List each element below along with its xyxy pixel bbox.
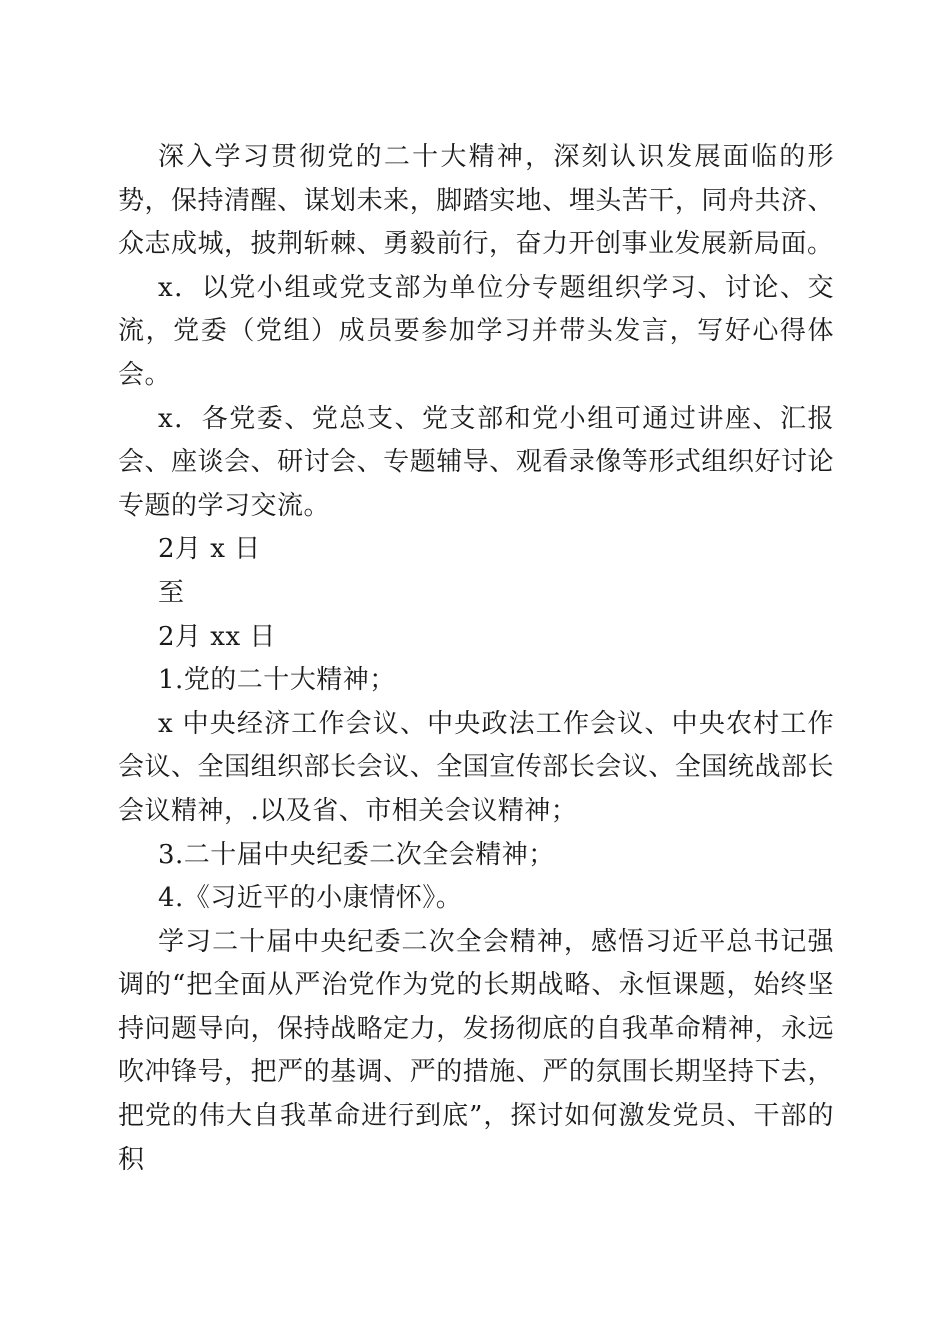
date-start: 2月 x 日 <box>158 534 261 565</box>
study-item-1: 1.党的二十大精神； <box>158 665 396 696</box>
study-item-3: 3.二十届中央纪委二次全会精神； <box>158 839 555 870</box>
date-end: 2月 xx 日 <box>158 621 276 652</box>
document-body <box>118 136 834 1182</box>
closing-paragraph: 学习二十届中央纪委二次全会精神，感悟习近平总书记强调的“把全面从严治党作为党的长期战略、永恒课题，始终坚持问题导向，保持战略定力，发扬彻底的自我革命精神，永远吹冲锋号，把严的基调、严的措施、严的氛围长期坚持下去，把党的伟大自我革命进行到底”，探讨如何激发党员、干部的积 <box>118 926 834 1175</box>
study-method-paragraph: x．以党小组或党支部为单位分专题组织学习、讨论、交流，党委（党组）成员要参加学习并带头发言，写好心得体会。 <box>118 272 834 390</box>
date-range-separator: 至 <box>158 577 185 608</box>
study-item-4: 4.《习近平的小康情怀》。 <box>158 883 463 914</box>
study-format-paragraph: x．各党委、党总支、党支部和党小组可通过讲座、汇报会、座谈会、研讨会、专题辅导、观看录像等形式组织好讨论专题的学习交流。 <box>118 403 834 521</box>
intro-paragraph: 深入学习贯彻党的二十大精神，深刻认识发展面临的形势，保持清醒、谋划未来，脚踏实地、埋头苦干，同舟共济、众志成城，披荆斩棘、勇毅前行，奋力开创事业发展新局面。 <box>118 142 834 260</box>
study-item-2: x 中央经济工作会议、中央政法工作会议、中央农村工作会议、全国组织部长会议、全国宣传部长会议、全国统战部长会议精神，.以及省、市相关会议精神； <box>118 708 834 826</box>
